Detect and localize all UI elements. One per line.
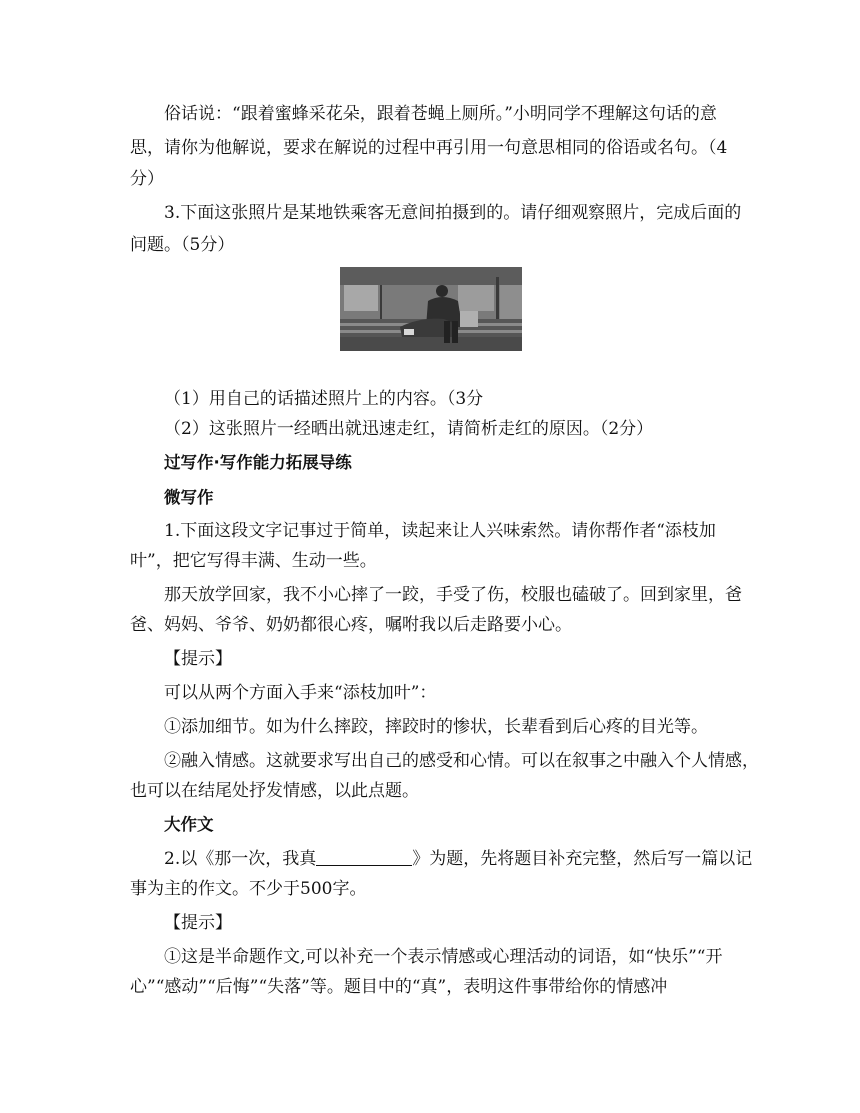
question-3-1: （1）用自己的话描述照片上的内容。（3分 xyxy=(164,389,484,409)
hint-label: 【提示】 xyxy=(164,649,232,669)
text-line: 问题。（5分） xyxy=(130,235,235,255)
fill-in-blank xyxy=(316,849,412,866)
text-line: 思，请你为他解说，要求在解说的过程中再引用一句意思相同的俗语或名句。（4 xyxy=(130,138,728,158)
question-2 xyxy=(130,848,753,870)
question-3-2: （2）这张照片一经晒出就迅速走红，请简析走红的原因。（2分） xyxy=(164,419,654,439)
text-line: 可以从两个方面入手来“添枝加叶”： xyxy=(164,683,437,703)
text-line: 那天放学回家，我不小心摔了一跤，手受了伤，校服也磕破了。回到家里，爸 xyxy=(164,585,742,605)
section-heading: 过写作·写作能力拓展导练 xyxy=(164,453,352,472)
question-3: 3.下面这张照片是某地铁乘客无意间拍摄到的。请仔细观察照片，完成后面的 xyxy=(164,203,742,223)
text-line: 事为主的作文。不少于500字。 xyxy=(130,879,367,899)
text-line: 俗话说：“跟着蜜蜂采花朵，跟着苍蝇上厕所。”小明同学不理解这句话的意 xyxy=(164,104,717,124)
text-line: ①这是半命题作文,可以补充一个表示情感或心理活动的词语，如“快乐”“开 xyxy=(164,947,723,967)
text-line: ②融入情感。这就要求写出自己的感受和心情。可以在叙事之中融入个人情感， xyxy=(164,751,759,771)
text-line: 叶”，把它写得丰满、生动一些。 xyxy=(130,551,377,571)
subsection-heading-micro-writing: 微写作 xyxy=(164,488,214,507)
hint-label: 【提示】 xyxy=(164,913,232,933)
text-line: 心”“感动”“后悔”“失落”等。题目中的“真”，表明这件事带给你的情感冲 xyxy=(130,977,668,997)
question-2-end: 》为题，先将题目补充完整，然后写一篇以记 xyxy=(412,849,753,869)
subway-photo xyxy=(340,267,522,351)
subway-photo-image xyxy=(340,267,522,351)
text-line: 分） xyxy=(130,169,164,189)
text-line: ①添加细节。如为什么摔跤，摔跤时的惨状，长辈看到后心疼的目光等。 xyxy=(164,717,708,737)
question-1: 1.下面这段文字记事过于简单，读起来让人兴味索然。请你帮作者“添枝加 xyxy=(164,521,716,541)
text-line: 爸、妈妈、爷爷、奶奶都很心疼，嘱咐我以后走路要小心。 xyxy=(130,615,572,635)
question-2-start: 2.以《那一次，我真 xyxy=(164,849,317,869)
text-line: 也可以在结尾处抒发情感，以此点题。 xyxy=(130,781,419,801)
subsection-heading-essay: 大作文 xyxy=(164,815,214,834)
